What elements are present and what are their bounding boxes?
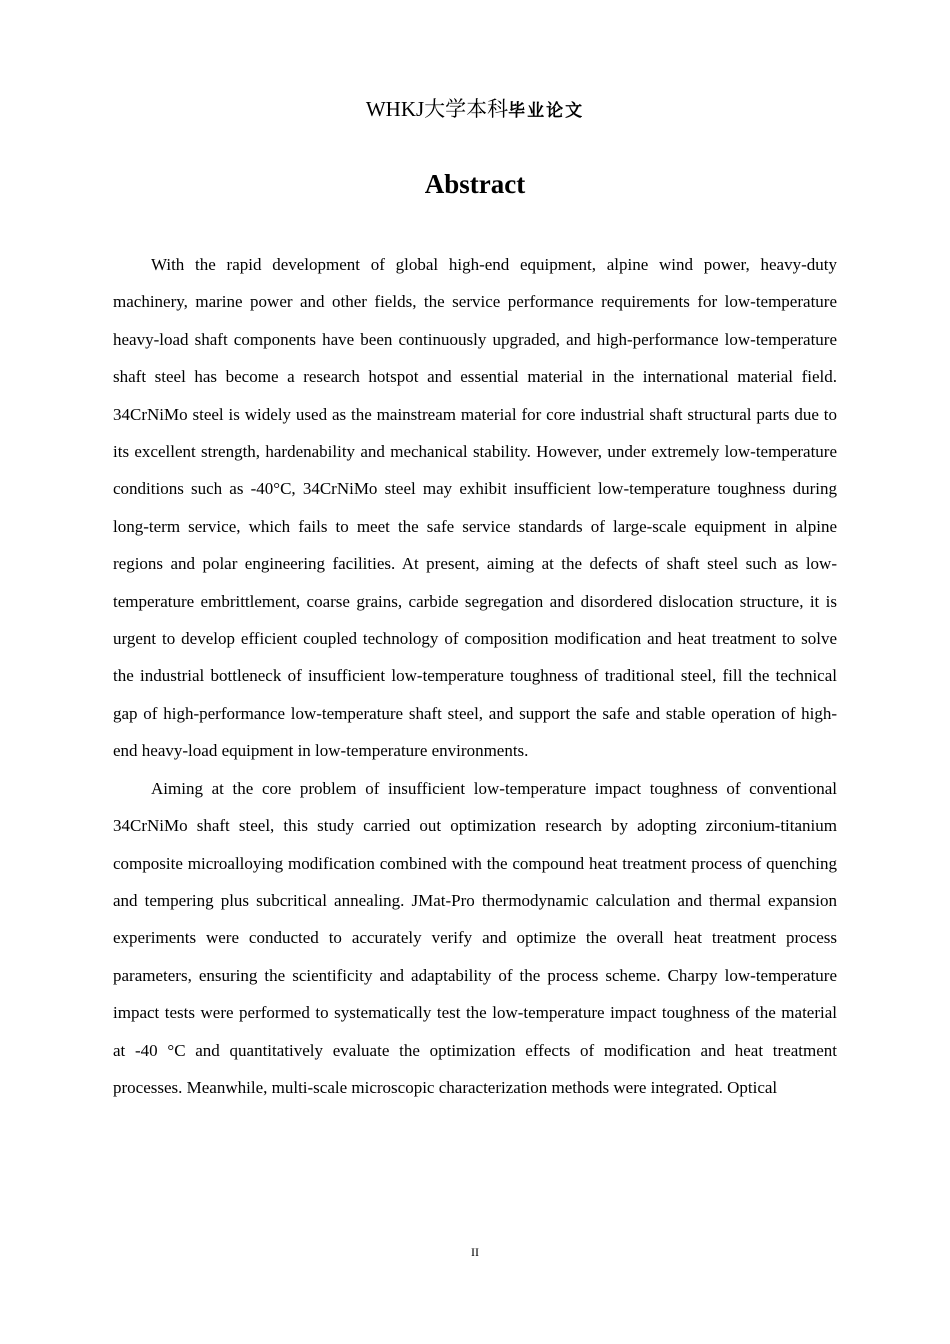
page-number: II <box>471 1245 479 1259</box>
abstract-heading: Abstract <box>424 169 526 199</box>
abstract-body <box>113 246 837 1106</box>
abstract-paragraph: With the rapid development of global high-end equipment, alpine wind power, heavy-duty machinery, marine power and other fields, the service performance requirements for low-temperature heavy-load shaft components have been continuously upgraded, and high-performance low-temperature shaft steel has become a research hotspot and essential material in the international material field. 34CrNiMo steel is widely used as the mainstream material for core industrial shaft structural parts due to its excellent strength, hardenability and mechanical stability. However, under extremely low-temperature conditions such as -40°C, 34CrNiMo steel may exhibit insufficient low-temperature toughness during long-term service, which fails to meet the safe service standards of large-scale equipment in alpine regions and polar engineering facilities. At present, aiming at the defects of shaft steel such as low-temperature embrittlement, coarse grains, carbide segregation and disordered dislocation structure, it is urgent to develop efficient coupled technology of composition modification and heat treatment to solve the industrial bottleneck of insufficient low-temperature toughness of traditional steel, fill the technical gap of high-performance low-temperature shaft steel, and support the safe and stable operation of high-end heavy-load equipment in low-temperature environments. <box>113 255 837 761</box>
header-title-main: WHKJ大学本科 <box>365 97 509 121</box>
abstract-paragraph: Aiming at the core problem of insufficient low-temperature impact toughness of conventional 34CrNiMo shaft steel, this study carried out optimization research by adopting zirconium-titanium composite microalloying modification combined with the compound heat treatment process of quenching and tempering plus subcritical annealing. JMat-Pro thermodynamic calculation and thermal expansion experiments were conducted to accurately verify and optimize the overall heat treatment process parameters, ensuring the scientificity and adaptability of the process scheme. Charpy low-temperature impact tests were performed to systematically test the low-temperature impact toughness of the material at -40 °C and quantitatively evaluate the optimization effects of modification and heat treatment processes. Meanwhile, multi-scale microscopic characterization methods were integrated. Optical <box>113 778 837 1097</box>
header-title-suffix: 毕业论文 <box>508 101 585 121</box>
running-header <box>0 94 950 126</box>
